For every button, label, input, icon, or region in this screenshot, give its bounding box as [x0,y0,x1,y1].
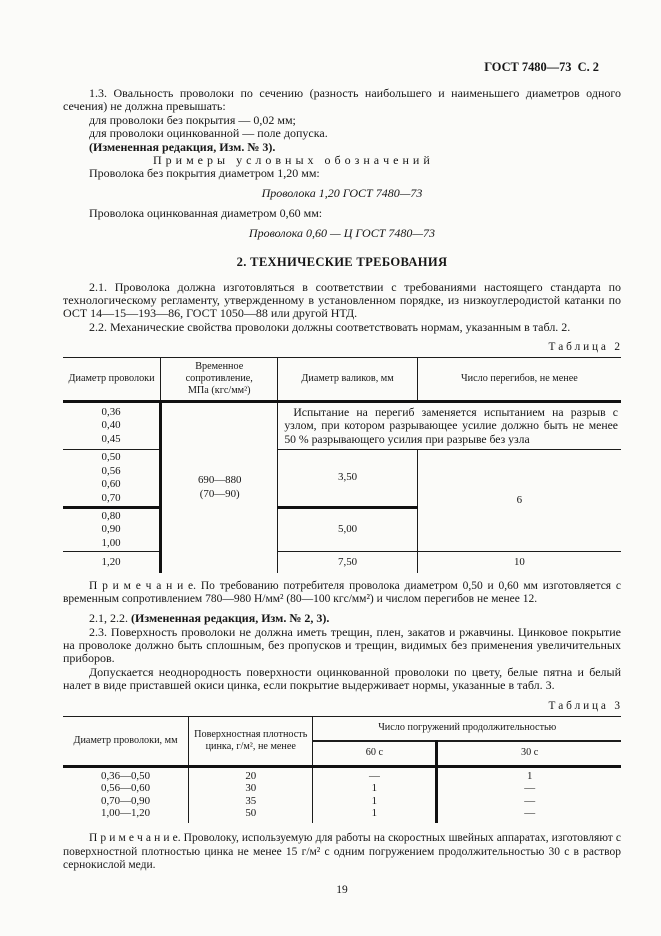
table-3-cell-r4-density: 50 [189,807,313,823]
table-2-header-resistance: Временное сопротивление, МПа (кгс/мм²) [161,358,278,401]
table-3-cell-r1-density: 20 [189,766,313,782]
clause-1-3-amendment: (Измененная редакция, Изм. № 3). [89,139,276,154]
table-2-cell-bends-g2-g3: 6 [417,450,621,552]
table-3-cell-r3-density: 35 [189,795,313,808]
clause-2-1-2-2-amendment-text: (Измененная редакция, Изм. № 2, 3). [131,611,330,626]
table-2-cell-bends-g4: 10 [513,555,525,568]
table-3-cell-r4-30s: — [524,807,536,820]
table-3-header-zinc-density: Поверхностная плотность цинка, г/м², не менее [189,716,313,766]
table-3-cell-r3-60s: 1 [313,795,437,808]
table-2-cell-bend-test-note: Испытание на перегиб заменяется испытанием на разрыв с узлом, при котором разрывающее усилие должно быть не менее 50 % разрывающего усилия при разрыве без узла [278,401,621,450]
table-2 [63,357,621,573]
table-3-cell-r4-60s: 1 [313,807,437,823]
table-3-cell-r4-diameter: 1,00—1,20 [63,807,189,823]
clause-2-3: 2.3. Поверхность проволоки не должна иметь трещин, плен, закатов и ржавчины. Цинковое покрытие на проволоке должно быть сплошным, без пропусков и трещин, видимых без применения увеличительных приборов. [63,624,621,666]
table-3-subheader-60s: 60 с [313,741,437,766]
clause-2-1: 2.1. Проволока должна изготовляться в соответствии с требованиями настоящего стандарта по технологическому регламенту, утвержденному в установленном порядке, из низкоуглеродистой катанки по ОСТ 14—15—193—86, ГОСТ 1050—88 или другой НТД. [63,279,621,321]
clause-1-3: 1.3. Овальность проволоки по сечению (разность наибольшего и наименьшего диаметров одного сечения) не должна превышать: [63,86,621,114]
table-3-row-4 [63,807,621,823]
example-2-designation: Проволока 0,60 — Ц ГОСТ 7480—73 [248,226,436,241]
running-header: ГОСТ 7480—73 С. 2 [484,60,599,74]
page-number: 19 [336,884,348,897]
table-3-cell-r3-30s: — [524,794,536,807]
table-3-cell-r3-diameter: 0,70—0,90 [63,795,189,808]
clause-2-2: 2.2. Механические свойства проволоки должны соответствовать нормам, указанным в табл. 2. [89,319,571,334]
example-2-label: Проволока оцинкованная диаметром 0,60 мм: [89,206,323,221]
table-2-cell-rollers-g3: 5,00 [278,507,418,551]
table-2-label: Т а б л и ц а 2 [548,341,620,354]
table-3-subheader-30s: 30 с [437,741,621,766]
clause-2-3-continued: Допускается неоднородность поверхности оцинкованной проволоки по цвету, белые пятна и белый налет в виде приставшей окиси цинка, если покрытие выдерживает нормы, указанные в табл. 3. [63,664,621,693]
table-3-header-diameter: Диаметр проволоки, мм [63,716,189,766]
table-2-row-group-2 [63,450,621,508]
table-3-cell-r2-60s: 1 [313,782,437,795]
clause-2-1-2-2-amendment [63,612,621,625]
table-2-cell-diameters-g2: 0,50 0,56 0,60 0,70 [63,450,161,508]
table-3-header-immersions: Число погружений продолжительностью [313,716,621,741]
clause-1-3-item-uncoated: для проволоки без покрытия — 0,02 мм; [89,112,296,127]
table-3-row-3 [63,795,621,808]
table-3-header-row-1 [63,716,621,741]
table-2-cell-diameters-g1: 0,36 0,40 0,45 [63,401,161,450]
table-2-header-diameter: Диаметр проволоки [63,358,161,401]
table-2-cell-resistance: 690—880 (70—90) [161,401,278,573]
table-3-row-2 [63,782,621,795]
section-2-heading: 2. ТЕХНИЧЕСКИЕ ТРЕБОВАНИЯ [236,254,448,269]
table-2-cell-rollers-g4: 7,50 [278,552,418,573]
table-2-note: П р и м е ч а н и е. По требованию потребителя проволока диаметром 0,50 и 0,60 мм изготовляется с временным сопротивлением 780—980 Н/мм² (80—100 кгс/мм²) и числом перегибов не менее 12. [63,579,621,606]
table-2-cell-rollers-g2: 3,50 [278,450,418,508]
table-3-label: Т а б л и ц а 3 [548,699,620,712]
clause-1-3-item-zinc: для проволоки оцинкованной — поле допуска. [89,126,328,141]
example-1-label: Проволока без покрытия диаметром 1,20 мм: [89,166,320,181]
table-2-cell-diameters-g3: 0,80 0,90 1,00 [63,507,161,551]
table-3-cell-r1-diameter: 0,36—0,50 [63,766,189,782]
examples-heading: П р и м е р ы у с л о в н ы х о б о з н а ч е н и й [153,153,431,168]
table-3-cell-r2-density: 30 [189,782,313,795]
table-2-cell-diameters-g4: 1,20 [63,552,161,573]
table-3-cell-r1-60s: — [313,766,437,782]
table-3-note: П р и м е ч а н и е. Проволоку, используемую для работы на скоростных швейных аппаратах, изготовляют с поверхностной плотностью цинка не менее 15 г/м² с одним погружением продолжительностью 30 с в раствор сернокислой меди. [63,831,621,872]
example-1-designation: Проволока 1,20 ГОСТ 7480—73 [261,186,423,201]
table-3-row-1 [63,766,621,782]
table-2-header-row [63,358,621,401]
table-2-header-bends: Число перегибов, не менее [417,358,621,401]
table-2-row-group-1 [63,401,621,450]
table-3-cell-r2-diameter: 0,56—0,60 [63,782,189,795]
clause-2-1-2-2-amendment-prefix: 2.1, 2.2. [89,611,131,626]
table-3-cell-r2-30s: — [524,782,536,795]
table-2-header-rollers: Диаметр валиков, мм [278,358,418,401]
table-3-cell-r1-30s: 1 [526,769,533,782]
table-3 [63,716,621,823]
table-2-row-group-4 [63,552,621,573]
